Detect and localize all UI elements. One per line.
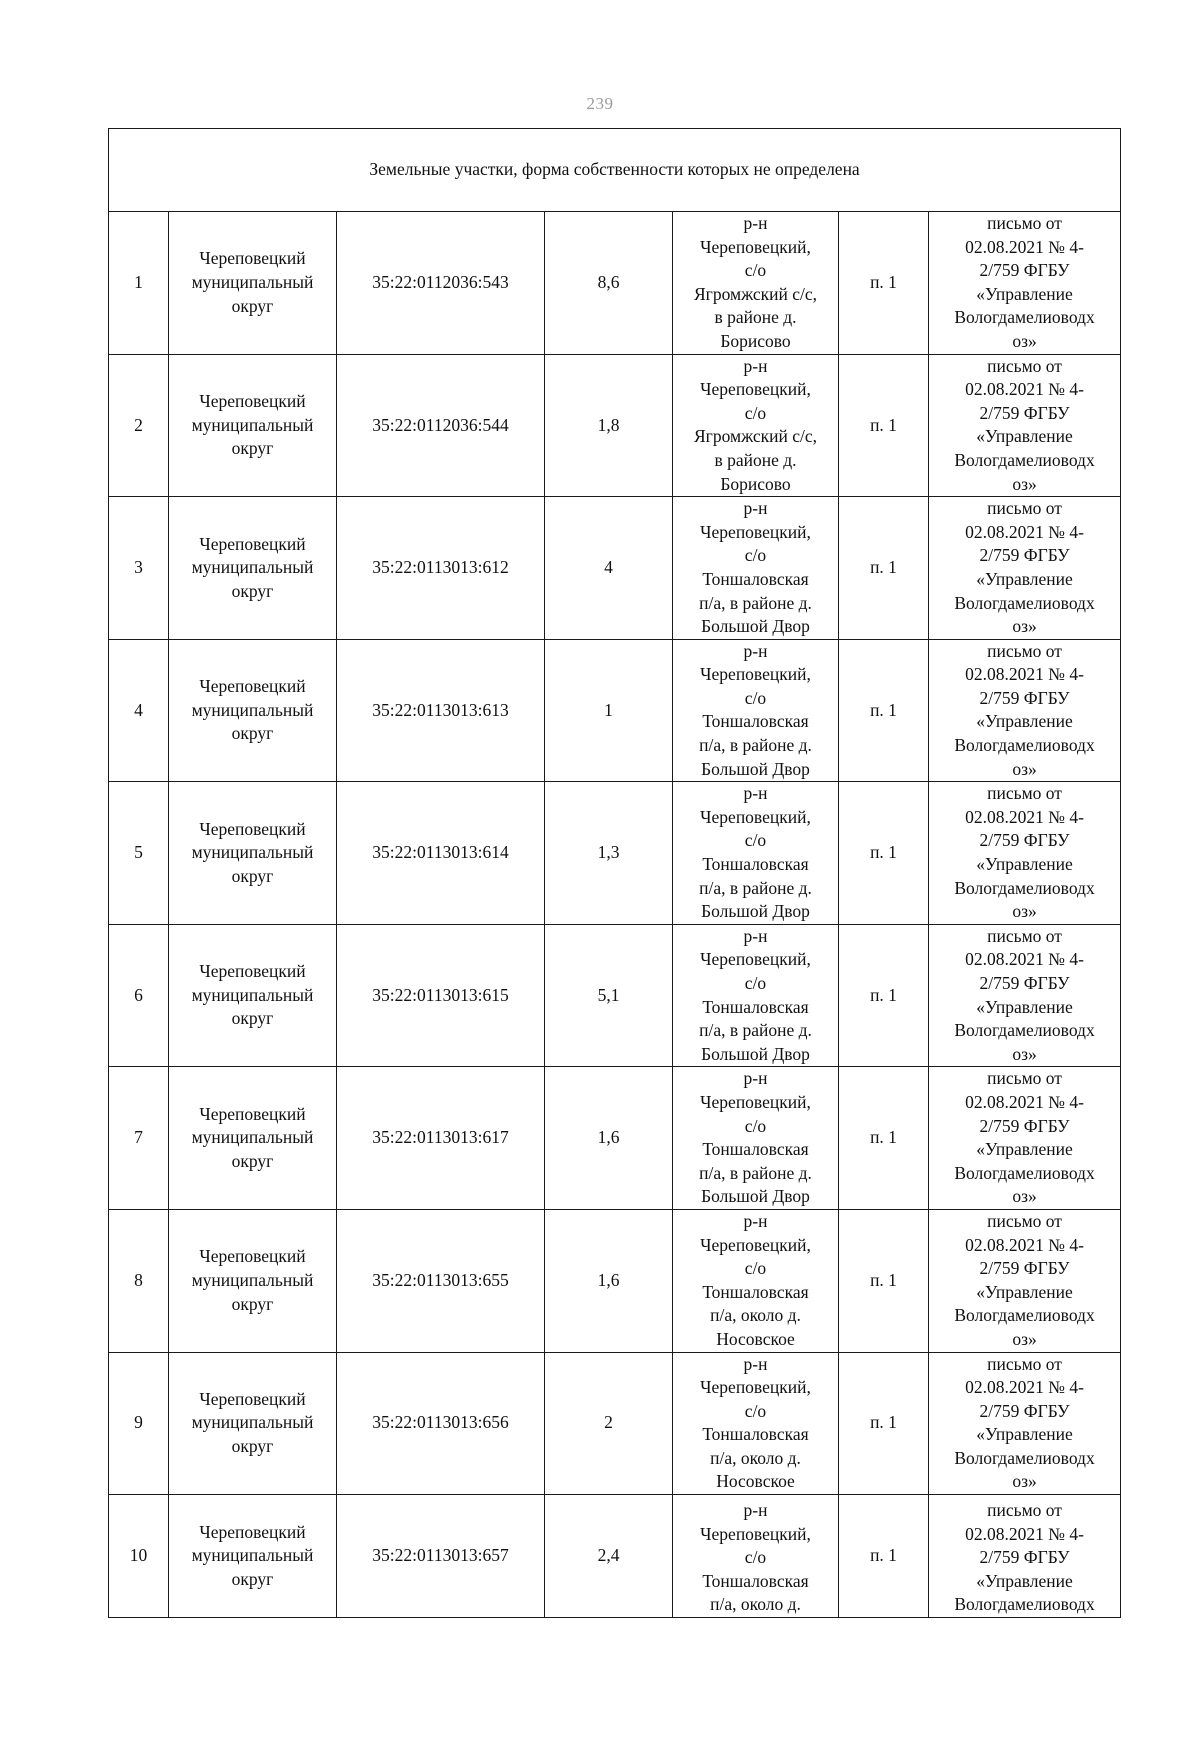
location-cell-line: п/а, в районе д. bbox=[699, 877, 812, 898]
location-cell-line: р-н bbox=[743, 925, 768, 946]
cadastral-number-cell: 35:22:0113013:615 bbox=[337, 924, 545, 1067]
location-cell-line: Тоншаловская bbox=[702, 1139, 809, 1160]
row-number: 5 bbox=[109, 782, 169, 925]
location-cell-line: п/а, около д. bbox=[710, 1305, 801, 1326]
letter-reference-cell-line: «Управление bbox=[976, 854, 1073, 875]
letter-reference-cell bbox=[929, 1352, 1121, 1495]
table-body bbox=[109, 129, 1121, 1618]
letter-reference-cell-line: письмо от bbox=[987, 1210, 1062, 1231]
location-cell-line: Тоншаловская bbox=[702, 854, 809, 875]
district-cell: Череповецкий муниципальный округ bbox=[169, 212, 337, 355]
letter-reference-cell-line: Вологдамелиоводх bbox=[954, 1594, 1095, 1615]
location-cell bbox=[673, 1352, 839, 1495]
area-cell: 1,6 bbox=[545, 1067, 673, 1210]
letter-reference-cell-line: 2/759 ФГБУ bbox=[979, 1258, 1070, 1279]
area-cell: 8,6 bbox=[545, 212, 673, 355]
cadastral-number-cell: 35:22:0112036:544 bbox=[337, 354, 545, 497]
area-cell: 1,3 bbox=[545, 782, 673, 925]
section-header-row bbox=[109, 129, 1121, 212]
location-cell-line: в районе д. bbox=[714, 449, 797, 470]
clause-cell: п. 1 bbox=[839, 354, 929, 497]
location-cell-line: Большой Двор bbox=[701, 758, 810, 779]
location-cell-line: р-н bbox=[743, 355, 768, 376]
letter-reference-cell-line: 2/759 ФГБУ bbox=[979, 1115, 1070, 1136]
table-row bbox=[109, 354, 1121, 497]
location-cell-line: Борисово bbox=[720, 473, 791, 494]
letter-reference-cell-line: 2/759 ФГБУ bbox=[979, 1400, 1070, 1421]
letter-reference-cell-line: 02.08.2021 № 4- bbox=[965, 664, 1084, 685]
letter-reference-cell bbox=[929, 924, 1121, 1067]
clause-cell: п. 1 bbox=[839, 782, 929, 925]
location-cell-line: р-н bbox=[743, 1068, 768, 1089]
letter-reference-cell-line: «Управление bbox=[976, 1139, 1073, 1160]
area-cell: 1 bbox=[545, 639, 673, 782]
table-row bbox=[109, 497, 1121, 640]
location-cell-line: Череповецкий, bbox=[700, 1234, 811, 1255]
location-cell-line: с/о bbox=[744, 402, 767, 423]
letter-reference-cell-line: 2/759 ФГБУ bbox=[979, 973, 1070, 993]
cadastral-number-cell: 35:22:0113013:656 bbox=[337, 1352, 545, 1495]
clause-cell: п. 1 bbox=[839, 639, 929, 782]
letter-reference-cell-line: «Управление bbox=[976, 283, 1073, 304]
cadastral-number-cell: 35:22:0113013:612 bbox=[337, 497, 545, 640]
location-cell bbox=[673, 354, 839, 497]
clause-cell: п. 1 bbox=[839, 924, 929, 1067]
location-cell-line: Череповецкий, bbox=[700, 521, 811, 542]
location-cell-line: р-н bbox=[743, 783, 768, 804]
clause-cell: п. 1 bbox=[839, 497, 929, 640]
location-cell bbox=[673, 924, 839, 1067]
row-number: 2 bbox=[109, 354, 169, 497]
table-row bbox=[109, 1352, 1121, 1495]
clause-cell: п. 1 bbox=[839, 1495, 929, 1618]
letter-reference-cell-line: 02.08.2021 № 4- bbox=[965, 806, 1084, 827]
letter-reference-cell-line: «Управление bbox=[976, 1570, 1073, 1591]
cadastral-number-cell: 35:22:0113013:613 bbox=[337, 639, 545, 782]
letter-reference-cell-line: оз» bbox=[1012, 330, 1037, 351]
district-cell: Череповецкий муниципальный округ bbox=[169, 782, 337, 925]
letter-reference-cell-line: письмо от bbox=[987, 1068, 1062, 1089]
district-cell: Череповецкий муниципальный округ bbox=[169, 639, 337, 782]
district-cell: Череповецкий муниципальный округ bbox=[169, 924, 337, 1067]
table-row bbox=[109, 924, 1121, 1067]
letter-reference-cell-line: Вологдамелиоводх bbox=[954, 1020, 1095, 1041]
location-cell-line: п/а, около д. bbox=[710, 1594, 801, 1615]
letter-reference-cell-line: оз» bbox=[1012, 1471, 1037, 1492]
location-cell-line: с/о bbox=[744, 973, 767, 993]
location-cell-line: р-н bbox=[743, 213, 768, 233]
letter-reference-cell-line: Вологдамелиоводх bbox=[954, 1305, 1095, 1326]
area-cell: 1,8 bbox=[545, 354, 673, 497]
location-cell-line: р-н bbox=[743, 640, 768, 661]
row-number: 8 bbox=[109, 1209, 169, 1352]
letter-reference-cell-line: 02.08.2021 № 4- bbox=[965, 1523, 1084, 1544]
location-cell-line: р-н bbox=[743, 498, 768, 519]
location-cell-line: р-н bbox=[743, 1500, 768, 1521]
table-row bbox=[109, 1209, 1121, 1352]
cadastral-number-cell: 35:22:0113013:617 bbox=[337, 1067, 545, 1210]
location-cell-line: Тоншаловская bbox=[702, 1570, 809, 1591]
table-row bbox=[109, 782, 1121, 925]
letter-reference-cell-line: Вологдамелиоводх bbox=[954, 307, 1095, 328]
letter-reference-cell-line: «Управление bbox=[976, 568, 1073, 589]
row-number: 7 bbox=[109, 1067, 169, 1210]
table-row bbox=[109, 639, 1121, 782]
row-number: 4 bbox=[109, 639, 169, 782]
location-cell bbox=[673, 497, 839, 640]
location-cell-line: Большой Двор bbox=[701, 616, 810, 637]
table-row bbox=[109, 1495, 1121, 1618]
letter-reference-cell-line: письмо от bbox=[987, 355, 1062, 376]
letter-reference-cell-line: Вологдамелиоводх bbox=[954, 877, 1095, 898]
location-cell bbox=[673, 782, 839, 925]
location-cell-line: Носовское bbox=[716, 1471, 795, 1492]
location-cell-line: Тоншаловская bbox=[702, 1424, 809, 1445]
location-cell bbox=[673, 1067, 839, 1210]
location-cell-line: Большой Двор bbox=[701, 1186, 810, 1207]
letter-reference-cell-line: 2/759 ФГБУ bbox=[979, 830, 1070, 851]
letter-reference-cell-line: Вологдамелиоводх bbox=[954, 1162, 1095, 1183]
district-cell: Череповецкий муниципальный округ bbox=[169, 354, 337, 497]
letter-reference-cell-line: 2/759 ФГБУ bbox=[979, 402, 1070, 423]
location-cell-line: р-н bbox=[743, 1353, 768, 1374]
area-cell: 2 bbox=[545, 1352, 673, 1495]
letter-reference-cell-line: Вологдамелиоводх bbox=[954, 1447, 1095, 1468]
row-number: 6 bbox=[109, 924, 169, 1067]
location-cell-line: с/о bbox=[744, 1115, 767, 1136]
letter-reference-cell-line: письмо от bbox=[987, 1353, 1062, 1374]
clause-cell: п. 1 bbox=[839, 1352, 929, 1495]
area-cell: 4 bbox=[545, 497, 673, 640]
location-cell bbox=[673, 1495, 839, 1618]
clause-cell: п. 1 bbox=[839, 1067, 929, 1210]
location-cell-line: Череповецкий, bbox=[700, 664, 811, 685]
row-number: 10 bbox=[109, 1495, 169, 1618]
location-cell-line: Большой Двор bbox=[701, 901, 810, 922]
location-cell-line: Ягромжский с/с, bbox=[693, 426, 817, 447]
land-plots-table bbox=[108, 128, 1121, 1618]
location-cell-line: с/о bbox=[744, 1400, 767, 1421]
location-cell bbox=[673, 1209, 839, 1352]
letter-reference-cell-line: письмо от bbox=[987, 498, 1062, 519]
clause-cell: п. 1 bbox=[839, 212, 929, 355]
location-cell-line: Тоншаловская bbox=[702, 711, 809, 732]
letter-reference-cell-line: оз» bbox=[1012, 1186, 1037, 1207]
letter-reference-cell-line: письмо от bbox=[987, 783, 1062, 804]
letter-reference-cell-line: Вологдамелиоводх bbox=[954, 449, 1095, 470]
location-cell-line: Ягромжский с/с, bbox=[693, 283, 817, 304]
location-cell-line: п/а, в районе д. bbox=[699, 1162, 812, 1183]
location-cell-line: п/а, в районе д. bbox=[699, 735, 812, 756]
letter-reference-cell-line: 2/759 ФГБУ bbox=[979, 687, 1070, 708]
letter-reference-cell bbox=[929, 1495, 1121, 1618]
letter-reference-cell-line: оз» bbox=[1012, 616, 1037, 637]
location-cell-line: с/о bbox=[744, 687, 767, 708]
letter-reference-cell-line: 02.08.2021 № 4- bbox=[965, 379, 1084, 400]
row-number: 1 bbox=[109, 212, 169, 355]
row-number: 3 bbox=[109, 497, 169, 640]
cadastral-number-cell: 35:22:0112036:543 bbox=[337, 212, 545, 355]
area-cell: 2,4 bbox=[545, 1495, 673, 1618]
letter-reference-cell-line: Вологдамелиоводх bbox=[954, 735, 1095, 756]
letter-reference-cell-line: 02.08.2021 № 4- bbox=[965, 1234, 1084, 1255]
location-cell-line: п/а, около д. bbox=[710, 1447, 801, 1468]
letter-reference-cell-line: 02.08.2021 № 4- bbox=[965, 1091, 1084, 1112]
letter-reference-cell-line: Вологдамелиоводх bbox=[954, 592, 1095, 613]
letter-reference-cell-line: «Управление bbox=[976, 996, 1073, 1017]
letter-reference-cell-line: оз» bbox=[1012, 1328, 1037, 1349]
location-cell-line: Череповецкий, bbox=[700, 806, 811, 827]
letter-reference-cell bbox=[929, 1209, 1121, 1352]
location-cell-line: Большой Двор bbox=[701, 1043, 810, 1064]
letter-reference-cell-line: письмо от bbox=[987, 1500, 1062, 1521]
location-cell-line: с/о bbox=[744, 260, 767, 281]
district-cell: Череповецкий муниципальный округ bbox=[169, 1495, 337, 1618]
location-cell bbox=[673, 212, 839, 355]
letter-reference-cell bbox=[929, 497, 1121, 640]
section-header: Земельные участки, форма собственности которых не определена bbox=[109, 129, 1121, 212]
location-cell-line: Череповецкий, bbox=[700, 1523, 811, 1544]
clause-cell: п. 1 bbox=[839, 1209, 929, 1352]
letter-reference-cell-line: 02.08.2021 № 4- bbox=[965, 949, 1084, 970]
letter-reference-cell-line: письмо от bbox=[987, 640, 1062, 661]
table-row bbox=[109, 1067, 1121, 1210]
table-row bbox=[109, 212, 1121, 355]
location-cell-line: в районе д. bbox=[714, 307, 797, 328]
cadastral-number-cell: 35:22:0113013:655 bbox=[337, 1209, 545, 1352]
letter-reference-cell-line: письмо от bbox=[987, 213, 1062, 233]
letter-reference-cell-line: оз» bbox=[1012, 473, 1037, 494]
location-cell-line: Череповецкий, bbox=[700, 949, 811, 970]
location-cell-line: Тоншаловская bbox=[702, 568, 809, 589]
location-cell bbox=[673, 639, 839, 782]
letter-reference-cell-line: 2/759 ФГБУ bbox=[979, 260, 1070, 281]
letter-reference-cell-line: «Управление bbox=[976, 1424, 1073, 1445]
letter-reference-cell bbox=[929, 212, 1121, 355]
location-cell-line: Носовское bbox=[716, 1328, 795, 1349]
letter-reference-cell bbox=[929, 782, 1121, 925]
letter-reference-cell-line: «Управление bbox=[976, 426, 1073, 447]
location-cell-line: Череповецкий, bbox=[700, 236, 811, 257]
letter-reference-cell bbox=[929, 354, 1121, 497]
letter-reference-cell-line: 02.08.2021 № 4- bbox=[965, 1377, 1084, 1398]
district-cell: Череповецкий муниципальный округ bbox=[169, 1352, 337, 1495]
letter-reference-cell-line: 2/759 ФГБУ bbox=[979, 1547, 1070, 1568]
location-cell-line: с/о bbox=[744, 1258, 767, 1279]
letter-reference-cell-line: 02.08.2021 № 4- bbox=[965, 236, 1084, 257]
row-number: 9 bbox=[109, 1352, 169, 1495]
district-cell: Череповецкий муниципальный округ bbox=[169, 1209, 337, 1352]
letter-reference-cell-line: 02.08.2021 № 4- bbox=[965, 521, 1084, 542]
district-cell: Череповецкий муниципальный округ bbox=[169, 1067, 337, 1210]
district-cell: Череповецкий муниципальный округ bbox=[169, 497, 337, 640]
letter-reference-cell-line: 2/759 ФГБУ bbox=[979, 545, 1070, 566]
location-cell-line: Тоншаловская bbox=[702, 996, 809, 1017]
letter-reference-cell-line: оз» bbox=[1012, 1043, 1037, 1064]
location-cell-line: р-н bbox=[743, 1210, 768, 1231]
location-cell-line: с/о bbox=[744, 830, 767, 851]
location-cell-line: Череповецкий, bbox=[700, 1377, 811, 1398]
area-cell: 5,1 bbox=[545, 924, 673, 1067]
page-number: 239 bbox=[586, 94, 614, 113]
letter-reference-cell-line: письмо от bbox=[987, 925, 1062, 946]
location-cell-line: п/а, в районе д. bbox=[699, 592, 812, 613]
letter-reference-cell bbox=[929, 639, 1121, 782]
letter-reference-cell-line: оз» bbox=[1012, 901, 1037, 922]
location-cell-line: с/о bbox=[744, 545, 767, 566]
location-cell-line: Тоншаловская bbox=[702, 1281, 809, 1302]
letter-reference-cell bbox=[929, 1067, 1121, 1210]
location-cell-line: с/о bbox=[744, 1547, 767, 1568]
location-cell-line: Череповецкий, bbox=[700, 1091, 811, 1112]
cadastral-number-cell: 35:22:0113013:614 bbox=[337, 782, 545, 925]
cadastral-number-cell: 35:22:0113013:657 bbox=[337, 1495, 545, 1618]
location-cell-line: п/а, в районе д. bbox=[699, 1020, 812, 1041]
location-cell-line: Череповецкий, bbox=[700, 379, 811, 400]
letter-reference-cell-line: «Управление bbox=[976, 711, 1073, 732]
letter-reference-cell-line: «Управление bbox=[976, 1281, 1073, 1302]
location-cell-line: Борисово bbox=[720, 330, 791, 351]
letter-reference-cell-line: оз» bbox=[1012, 758, 1037, 779]
area-cell: 1,6 bbox=[545, 1209, 673, 1352]
